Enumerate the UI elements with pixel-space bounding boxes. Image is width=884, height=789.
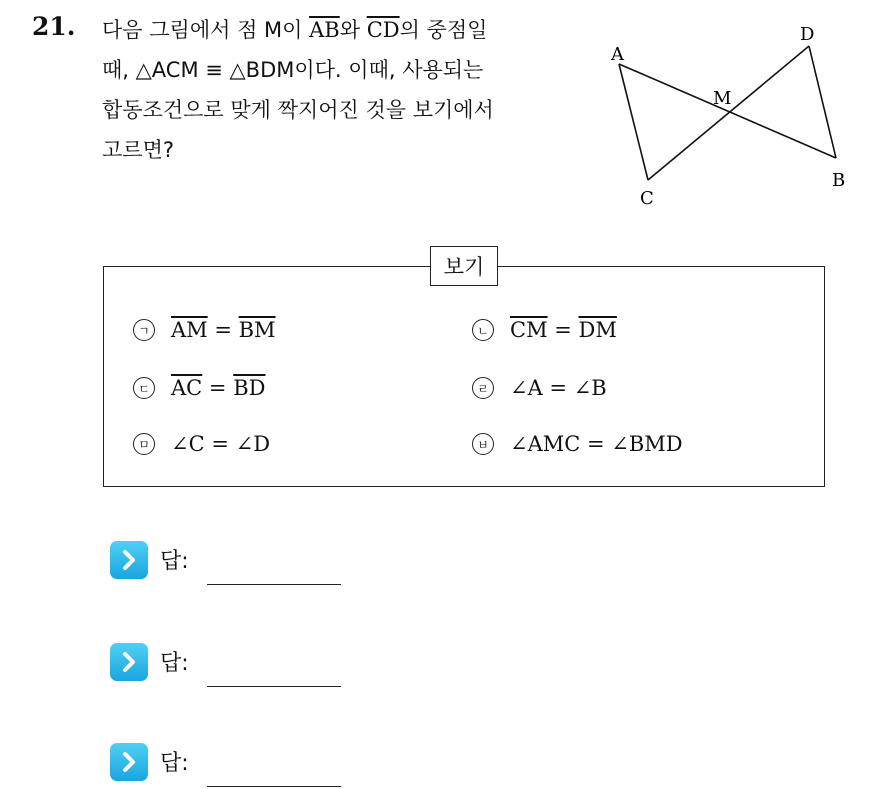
label-c: C	[640, 188, 654, 209]
option-4	[472, 376, 607, 400]
option-mark: ㅂ	[472, 433, 494, 455]
option-mark: ㄱ	[133, 319, 155, 341]
option-rhs: $\overline{BD}$	[233, 376, 266, 400]
label-m: M	[713, 88, 732, 109]
answer-input-line[interactable]	[207, 785, 341, 787]
option-mark: ㄹ	[472, 377, 494, 399]
figure-svg	[605, 20, 860, 215]
question-line-3: 합동조건으로 맞게 짝지어진 것을 보기에서	[102, 98, 494, 122]
bowtie-triangle-figure	[605, 20, 860, 215]
question-line-4: 고르면?	[102, 138, 175, 162]
segment-ab: $\overline{AB}$	[309, 18, 340, 42]
answer-row-1	[110, 541, 341, 579]
chevron-right-icon	[110, 743, 148, 781]
choices-box-title: 보기	[430, 246, 498, 286]
option-mark: ㄷ	[133, 377, 155, 399]
answer-row-2	[110, 643, 341, 681]
option-1	[133, 318, 276, 342]
label-a: A	[611, 44, 624, 65]
option-6	[472, 432, 683, 456]
answer-label: 답:	[160, 651, 189, 676]
option-5	[133, 432, 270, 456]
option-eq: =	[202, 376, 234, 400]
question-line-1-part-c: 의 중점일	[399, 18, 488, 42]
question-number: 21.	[32, 12, 76, 41]
segment-cd-line	[648, 46, 809, 180]
question-line-2: 때, △ACM ≡ △BDM이다. 이때, 사용되는	[102, 58, 484, 82]
answer-input-line[interactable]	[207, 583, 341, 585]
chevron-right-icon	[110, 541, 148, 579]
option-text: ∠A = ∠B	[510, 376, 607, 400]
question-text	[102, 10, 582, 170]
segment-ab-line	[619, 64, 836, 158]
option-rhs: $\overline{BM}$	[238, 318, 276, 342]
answer-input-line[interactable]	[207, 685, 341, 687]
answer-label: 답:	[160, 549, 189, 574]
option-lhs: $\overline{CM}$	[510, 318, 548, 342]
segment-cd: $\overline{CD}$	[366, 18, 400, 42]
option-text: ∠C = ∠D	[171, 432, 271, 456]
label-d: D	[800, 24, 815, 45]
option-lhs: $\overline{AC}$	[171, 376, 203, 400]
option-eq: =	[207, 318, 239, 342]
segment-ac-line	[619, 64, 648, 180]
option-2	[472, 318, 617, 342]
option-eq: =	[547, 318, 579, 342]
option-mark: ㄴ	[472, 319, 494, 341]
option-3	[133, 376, 265, 400]
question-line-1	[102, 10, 582, 50]
chevron-right-icon	[110, 643, 148, 681]
label-b: B	[832, 170, 846, 191]
option-lhs: $\overline{AM}$	[171, 318, 208, 342]
segment-db-line	[809, 46, 836, 158]
option-mark: ㅁ	[133, 433, 155, 455]
answer-label: 답:	[160, 751, 189, 776]
option-text: ∠AMC = ∠BMD	[510, 432, 683, 456]
answer-row-3	[110, 743, 341, 781]
question-line-1-part-a: 다음 그림에서 점 M이	[102, 18, 310, 42]
question-line-1-part-b: 와	[339, 18, 367, 42]
option-rhs: $\overline{DM}$	[578, 318, 617, 342]
